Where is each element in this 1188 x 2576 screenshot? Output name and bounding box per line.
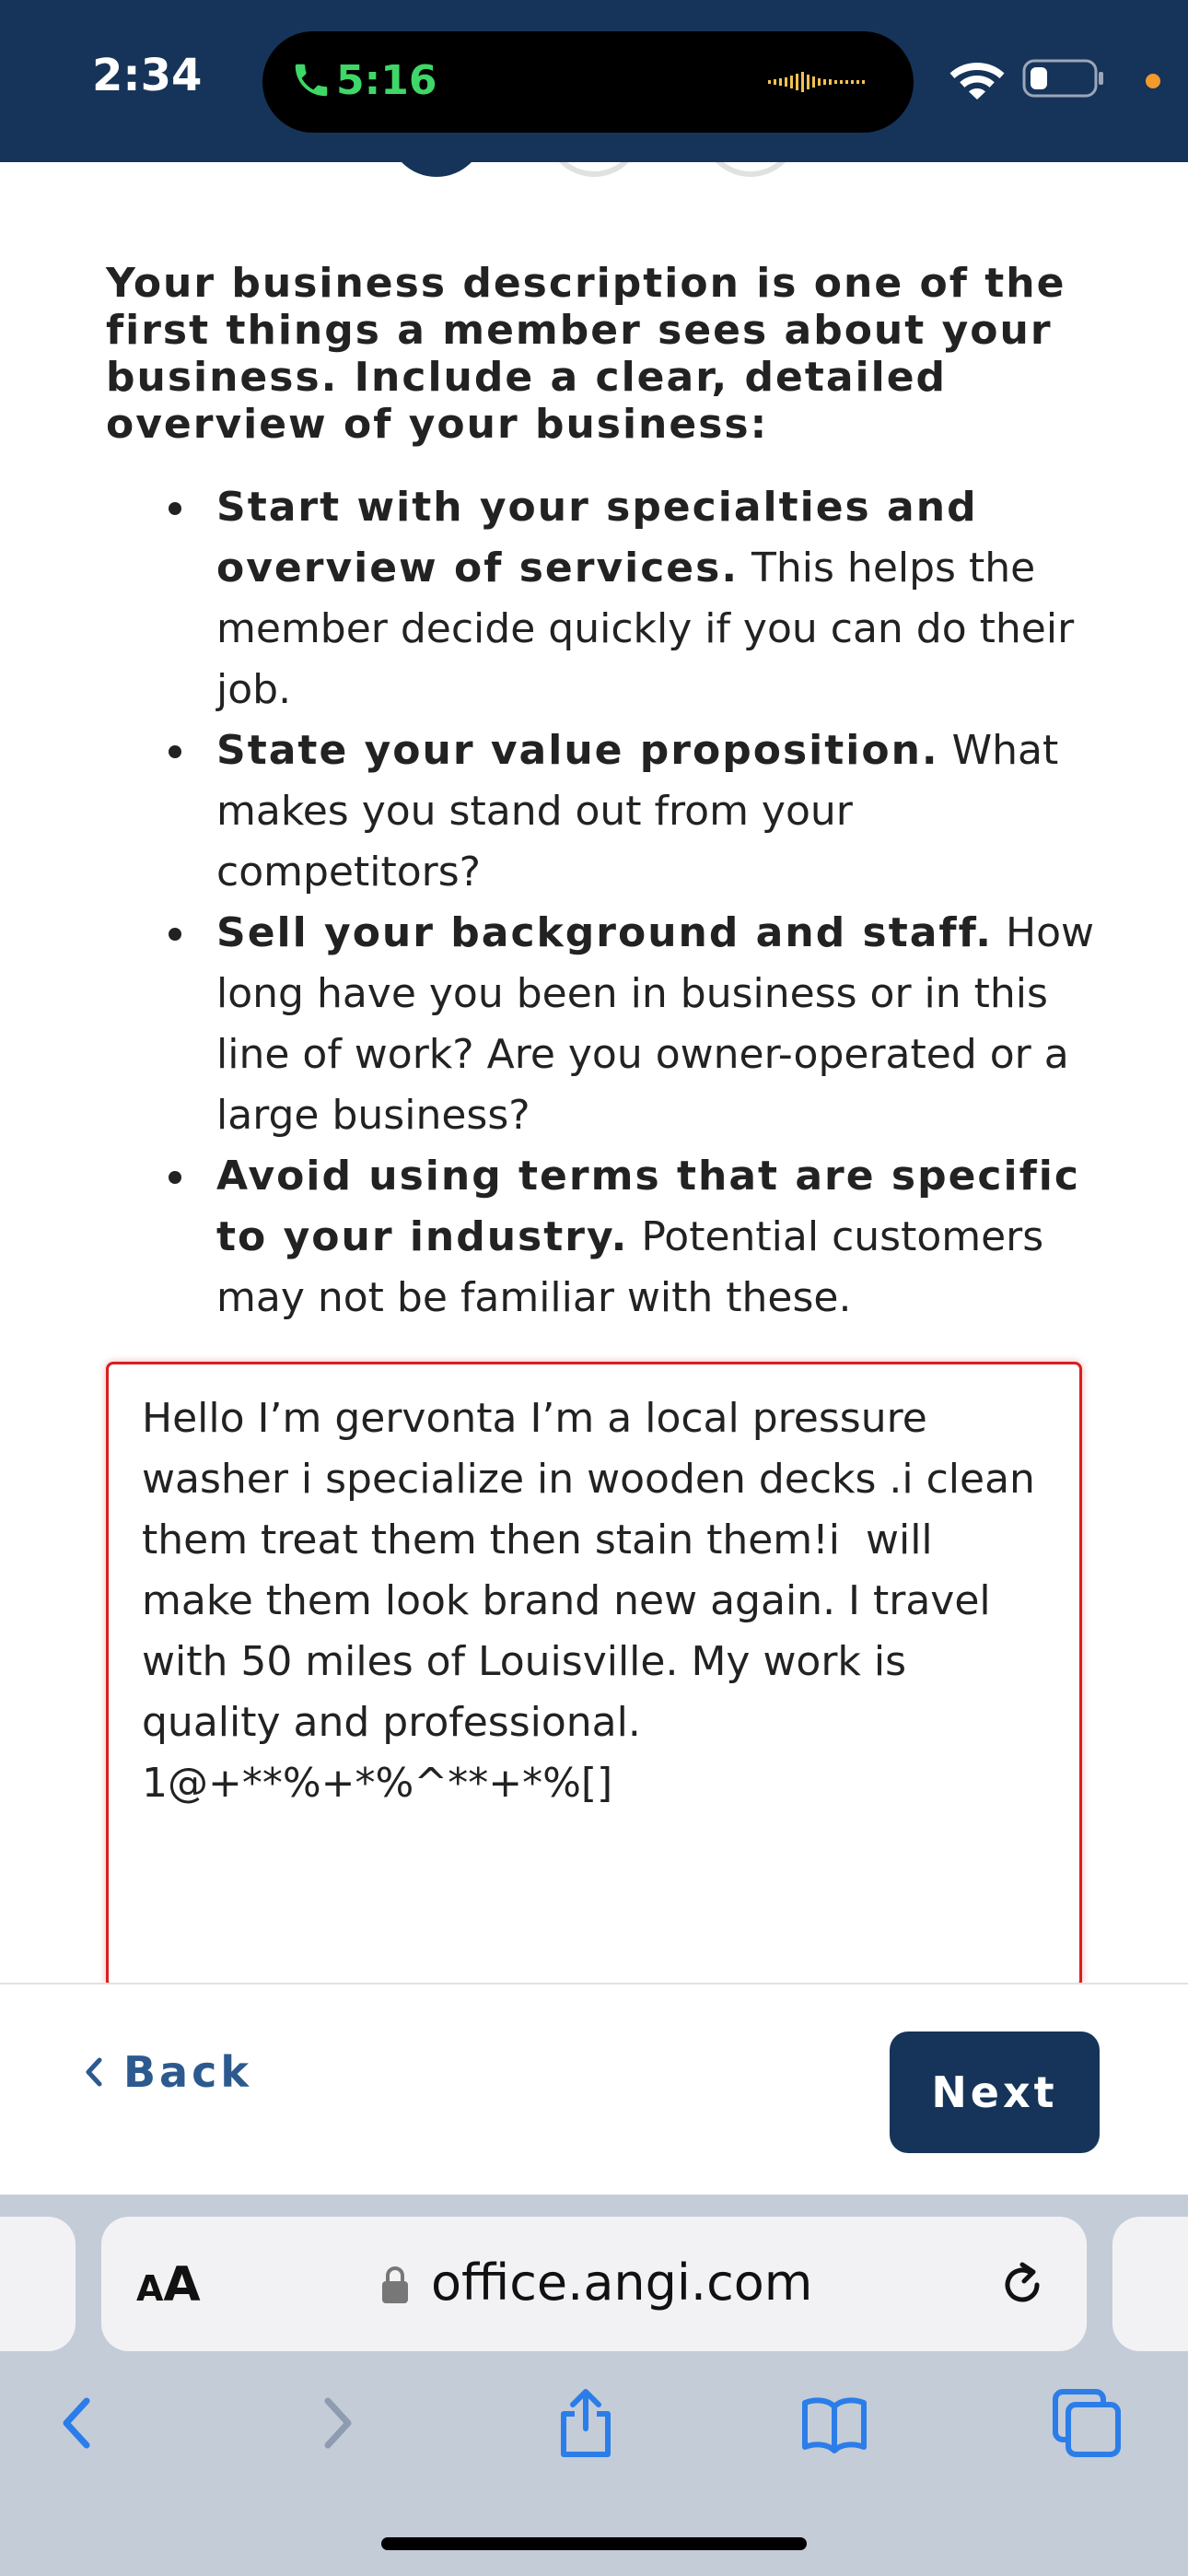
share-icon[interactable] [549,2386,623,2460]
list-item [106,1146,1101,1329]
phone-call-icon [290,59,332,101]
back-icon[interactable] [41,2386,114,2460]
bookmarks-icon[interactable] [798,2386,871,2460]
back-button[interactable] [83,2047,252,2097]
tip-text: This helps the member decide quickly if you can do their job. [216,544,1075,713]
tip-text: Potential customers may not be familiar with these. [216,1213,1044,1321]
step-1-dot [388,162,485,177]
step-indicator [0,162,1188,181]
list-item [106,720,1101,903]
next-button[interactable]: Next [890,2032,1100,2153]
tip-heading: State your value proposition. [216,727,939,774]
description-instructions: Your business description is one of the first things a member sees about your business. Include a clear, detailed overview of your business: [106,260,1066,448]
privacy-indicator-dot [1146,74,1160,88]
tip-text: What makes you stand out from your competitors? [216,727,1059,896]
tip-text: How long have you been in business or in this line of work? Are you owner-operated or a large business? [216,909,1095,1139]
address-bar[interactable] [101,2217,1087,2351]
chevron-left-icon [83,2056,105,2088]
tips-list [106,477,1101,1329]
dynamic-island[interactable] [262,31,914,133]
tip-heading: Sell your background and staff. [216,909,994,956]
status-bar [0,0,1188,162]
browser-chrome [0,2195,1188,2576]
battery-icon [1022,59,1105,98]
step-3-dot [702,162,799,177]
home-indicator [381,2537,807,2550]
tabs-icon[interactable] [1050,2386,1124,2460]
aa-small-letter: A [136,2268,164,2309]
tip-heading: Start with your specialties and overview of services. [216,484,978,591]
step-2-dot [545,162,643,177]
tip-heading: Avoid using terms that are specific to your industry. [216,1153,1080,1260]
next-tab-preview[interactable] [1112,2217,1188,2351]
list-item [106,903,1101,1146]
aa-large-letter: A [163,2257,201,2313]
url-text[interactable]: office.angi.com [431,2254,813,2312]
lock-icon [379,2265,411,2305]
call-duration: 5:16 [336,57,437,104]
business-description-textarea[interactable]: Hello I’m gervonta I’m a local pressure washer i specialize in wooden decks .i clean them treat them then stain them!i will make them look brand new again. I travel with 50 miles of Louisville. My work is quality and professional. 1@+**%+*%^**+*%[] [106,1362,1082,1988]
list-item [106,477,1101,720]
previous-tab-preview[interactable] [0,2217,76,2351]
page-settings-button[interactable] [136,2257,201,2313]
audio-waveform-icon [766,66,877,98]
form-footer [0,1983,1188,2196]
wifi-icon [949,57,1006,100]
reload-icon[interactable] [995,2257,1050,2313]
forward-icon[interactable] [300,2386,374,2460]
status-time: 2:34 [92,50,203,101]
back-label: Back [123,2047,252,2097]
